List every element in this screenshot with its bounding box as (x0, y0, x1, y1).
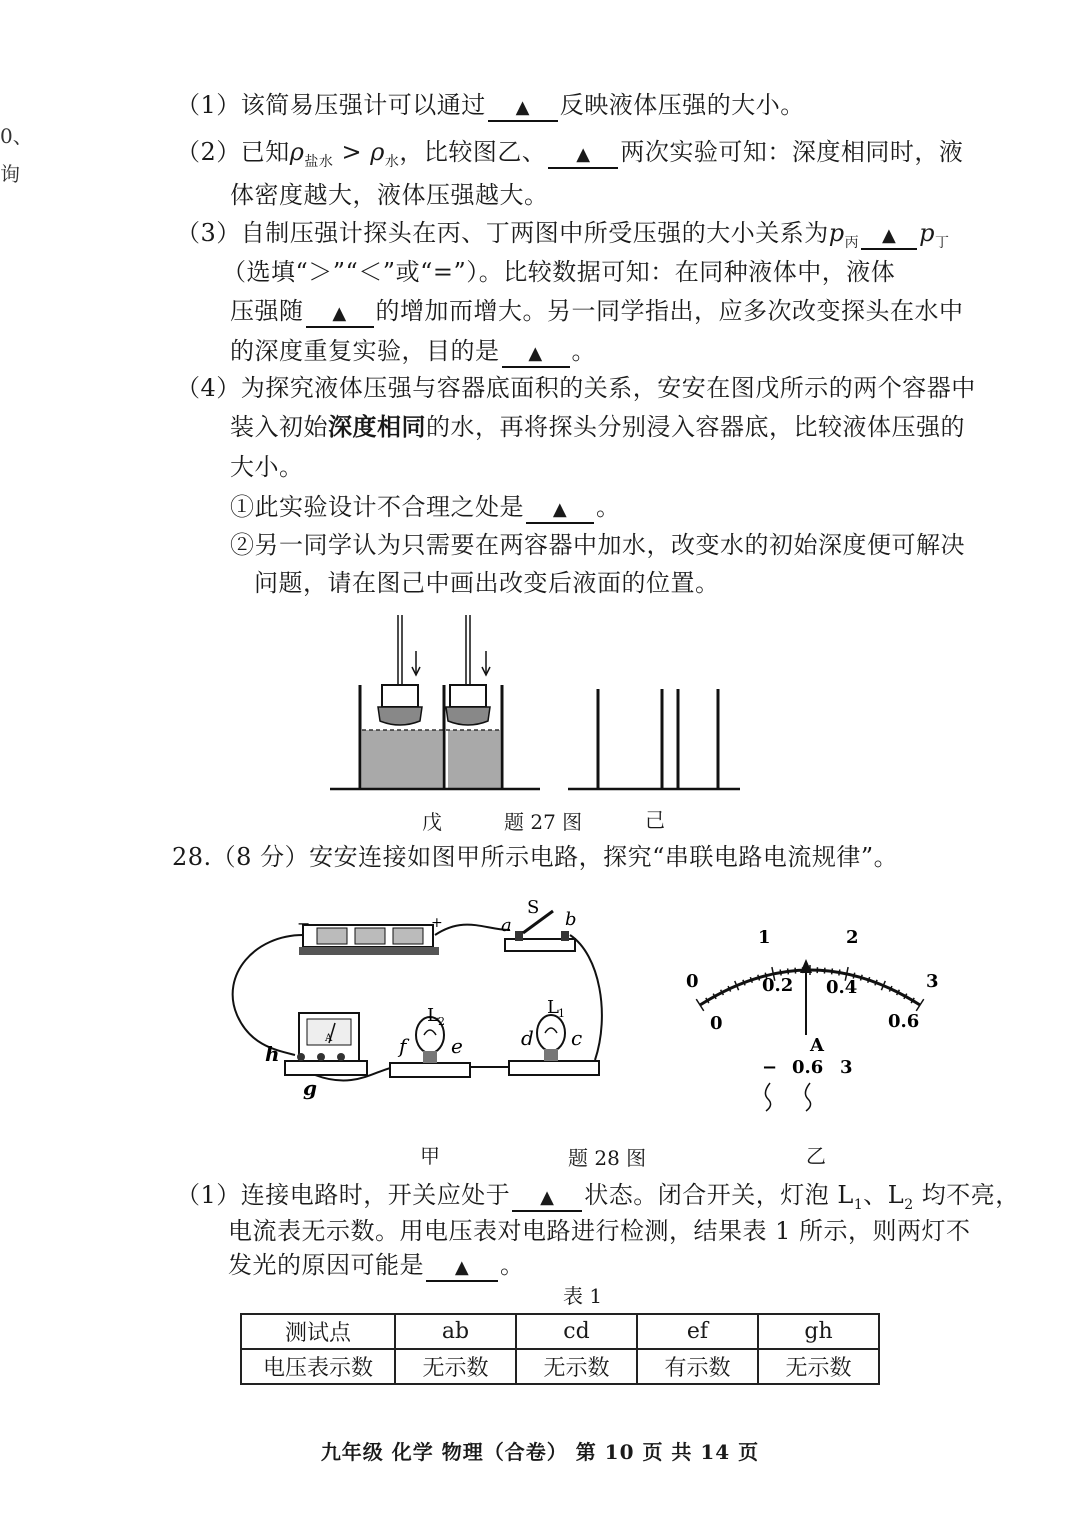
part-number: （3） (176, 219, 241, 247)
rho-symbol: ρ (370, 138, 385, 166)
part-number: （1） (176, 91, 241, 119)
scale-bottom-0: 0 (710, 1013, 723, 1034)
figure-27-caption: 题 27 图 (504, 810, 583, 834)
table-cell: 有示数 (637, 1349, 758, 1384)
lamp-l2-subscript: 2 (438, 1015, 445, 1028)
question-text: 。 (571, 337, 596, 365)
table-cell: ef (637, 1314, 758, 1349)
table-header-row (241, 1314, 879, 1349)
answer-blank[interactable]: ▲ (512, 1186, 582, 1212)
answer-blank[interactable]: ▲ (548, 143, 618, 169)
p-symbol: p (919, 219, 936, 247)
subscript: 1 (853, 1197, 864, 1213)
edge-fragment: 0、 (0, 124, 33, 148)
q27-part2 (176, 137, 963, 177)
figure-28-circuit (225, 895, 645, 1115)
answer-blank[interactable]: ▲ (488, 96, 558, 122)
figure-label-jia: 甲 (420, 1144, 440, 1168)
container-ji (568, 689, 740, 789)
terminal-e: e (451, 1034, 463, 1058)
dial-tick (750, 977, 752, 983)
question-text: 为探究液体压强与容器底面积的关系，安安在图戊所示的两个容器中 (240, 374, 976, 402)
q27-part4-sub2: ②另一同学认为只需要在两容器中加水，改变水的初始深度便可解决 (230, 531, 965, 559)
dial-tick (743, 980, 745, 986)
question-text: 自制压强计探头在丙、丁两图中所受压强的大小关系为 (240, 219, 829, 247)
table-1-title: 表 1 (563, 1284, 603, 1308)
scale-top-2: 2 (846, 927, 859, 948)
subscript: 盐水 (304, 154, 334, 170)
question-text: 压强随 (230, 297, 304, 325)
q28-heading: 28.（8 分）安安连接如图甲所示电路，探究“串联电路电流规律”。 (172, 843, 899, 871)
dial-tick (788, 968, 789, 974)
subscript: 水 (384, 154, 400, 170)
question-text: 反映液体压强的大小。 (559, 91, 805, 119)
question-text: 的水，再将探头分别浸入容器底，比较液体压强的 (426, 413, 965, 441)
switch-label-s: S (527, 897, 540, 918)
emphasis-text: 深度相同 (328, 412, 426, 441)
question-text: 。 (500, 1251, 525, 1279)
figure-label-yi: 乙 (806, 1144, 826, 1168)
q27-part3-line3 (230, 296, 964, 328)
table-cell: 无示数 (758, 1349, 879, 1384)
scale-bottom-0.2: 0.2 (762, 975, 794, 996)
figure-27 (320, 605, 760, 805)
question-text: 均不亮， (913, 1181, 1020, 1209)
question-text: ①此实验设计不合理之处是 (230, 493, 524, 521)
figure-28-meter (670, 915, 950, 1115)
question-text: 装入初始 (230, 413, 328, 441)
question-text: 发光的原因可能是 (228, 1251, 424, 1279)
meter-unit-a: A (810, 1035, 824, 1056)
battery-icon (299, 925, 439, 955)
subscript: 2 (904, 1197, 914, 1213)
q27-part4-line2 (230, 412, 965, 442)
lamp-l2-label: L (427, 1005, 439, 1026)
q27-part1 (176, 90, 805, 122)
ammeter-icon (285, 1013, 367, 1075)
ammeter-label: A (325, 1033, 333, 1044)
dial-tick (860, 975, 862, 981)
container-wu (330, 615, 540, 789)
q27-part3-line4 (230, 336, 596, 368)
terminal-0.6: 0.6 (792, 1057, 824, 1078)
edge-fragment: 询 (0, 162, 20, 186)
question-text: 。 (596, 493, 621, 521)
q27-part3-line2: （选填“＞”“＜”或“=”）。比较数据可知：在同种液体中，液体 (222, 258, 896, 286)
scale-bottom-0.4: 0.4 (826, 977, 858, 998)
answer-blank[interactable]: ▲ (526, 498, 594, 524)
q27-part4 (176, 373, 976, 403)
table-cell: 无示数 (516, 1349, 637, 1384)
q27-part2-line2: 体密度越大，液体压强越大。 (230, 181, 549, 209)
table-row (241, 1349, 879, 1384)
terminal-minus: − (762, 1057, 778, 1078)
question-text: 连接电路时，开关应处于 (240, 1181, 511, 1209)
scale-top-0: 0 (686, 971, 699, 992)
question-text: 状态。闭合开关，灯泡 L (584, 1181, 854, 1209)
scale-top-1: 1 (758, 927, 771, 948)
dial-tick (795, 968, 796, 974)
dial-tick (839, 970, 840, 976)
terminal-b: b (565, 909, 577, 930)
terminal-d: d (521, 1026, 534, 1050)
question-text: ，比较图乙、 (399, 138, 547, 166)
question-text: 的深度重复实验，目的是 (230, 337, 500, 365)
question-text: 的增加而增大。另一同学指出，应多次改变探头在水中 (375, 297, 964, 325)
lamp-l1-subscript: 1 (558, 1007, 565, 1020)
figure-label-wu: 戊 (422, 810, 442, 834)
table-cell: 电压表示数 (241, 1349, 395, 1384)
page-footer: 九年级 化学 物理（合卷） 第 10 页 共 14 页 (320, 1440, 760, 1464)
q27-part3 (176, 218, 950, 258)
battery-minus: − (297, 914, 311, 933)
dial-tick (824, 968, 825, 974)
figure-28-caption: 题 28 图 (568, 1146, 647, 1170)
scale-bottom-0.6: 0.6 (888, 1011, 920, 1032)
dial-tick (832, 968, 833, 974)
answer-blank[interactable]: ▲ (426, 1256, 498, 1282)
dial-tick (758, 975, 760, 981)
part-number: （4） (176, 374, 241, 402)
subscript: 丙 (844, 235, 860, 251)
part-number: （1） (176, 1181, 241, 1209)
terminal-a: a (501, 915, 512, 936)
scale-top-3: 3 (926, 971, 939, 992)
answer-blank[interactable]: ▲ (502, 342, 570, 368)
battery-plus: + (431, 915, 443, 931)
table-cell: cd (516, 1314, 637, 1349)
terminal-3: 3 (840, 1057, 853, 1078)
answer-blank[interactable]: ▲ (306, 302, 374, 328)
question-text: 、L (863, 1181, 905, 1209)
part-number: （2） (176, 138, 241, 166)
q27-part4-sub2-line2: 问题，请在图己中画出改变后液面的位置。 (254, 569, 720, 597)
question-text: 已知 (240, 138, 290, 166)
question-text: 该简易压强计可以通过 (240, 91, 486, 119)
subscript: 丁 (935, 235, 950, 251)
dial-tick (868, 977, 870, 983)
question-text: 两次实验可知：深度相同时，液 (620, 138, 964, 166)
answer-blank[interactable]: ▲ (861, 224, 917, 250)
figure-label-ji: 己 (645, 808, 665, 832)
terminal-c: c (571, 1026, 583, 1050)
terminal-f: f (399, 1034, 407, 1058)
q28-part1-line2: 电流表无示数。用电压表对电路进行检测，结果表 1 所示，则两灯不 (228, 1217, 971, 1245)
table-cell: gh (758, 1314, 879, 1349)
table-cell: 无示数 (395, 1349, 516, 1384)
operator: > (333, 138, 371, 166)
q27-part4-line3: 大小。 (230, 453, 304, 481)
table-cell: 测试点 (241, 1314, 395, 1349)
table-1 (240, 1313, 880, 1385)
q28-part1 (176, 1180, 1020, 1220)
p-symbol: p (828, 219, 845, 247)
q27-part4-sub1 (230, 492, 621, 524)
lamp-l1-label: L (547, 997, 559, 1018)
dial-tick (875, 980, 877, 986)
terminal-h: h (265, 1042, 280, 1066)
terminal-g: g (303, 1076, 317, 1100)
rho-symbol: ρ (289, 138, 305, 166)
q28-part1-line3 (228, 1250, 525, 1282)
table-cell: ab (395, 1314, 516, 1349)
